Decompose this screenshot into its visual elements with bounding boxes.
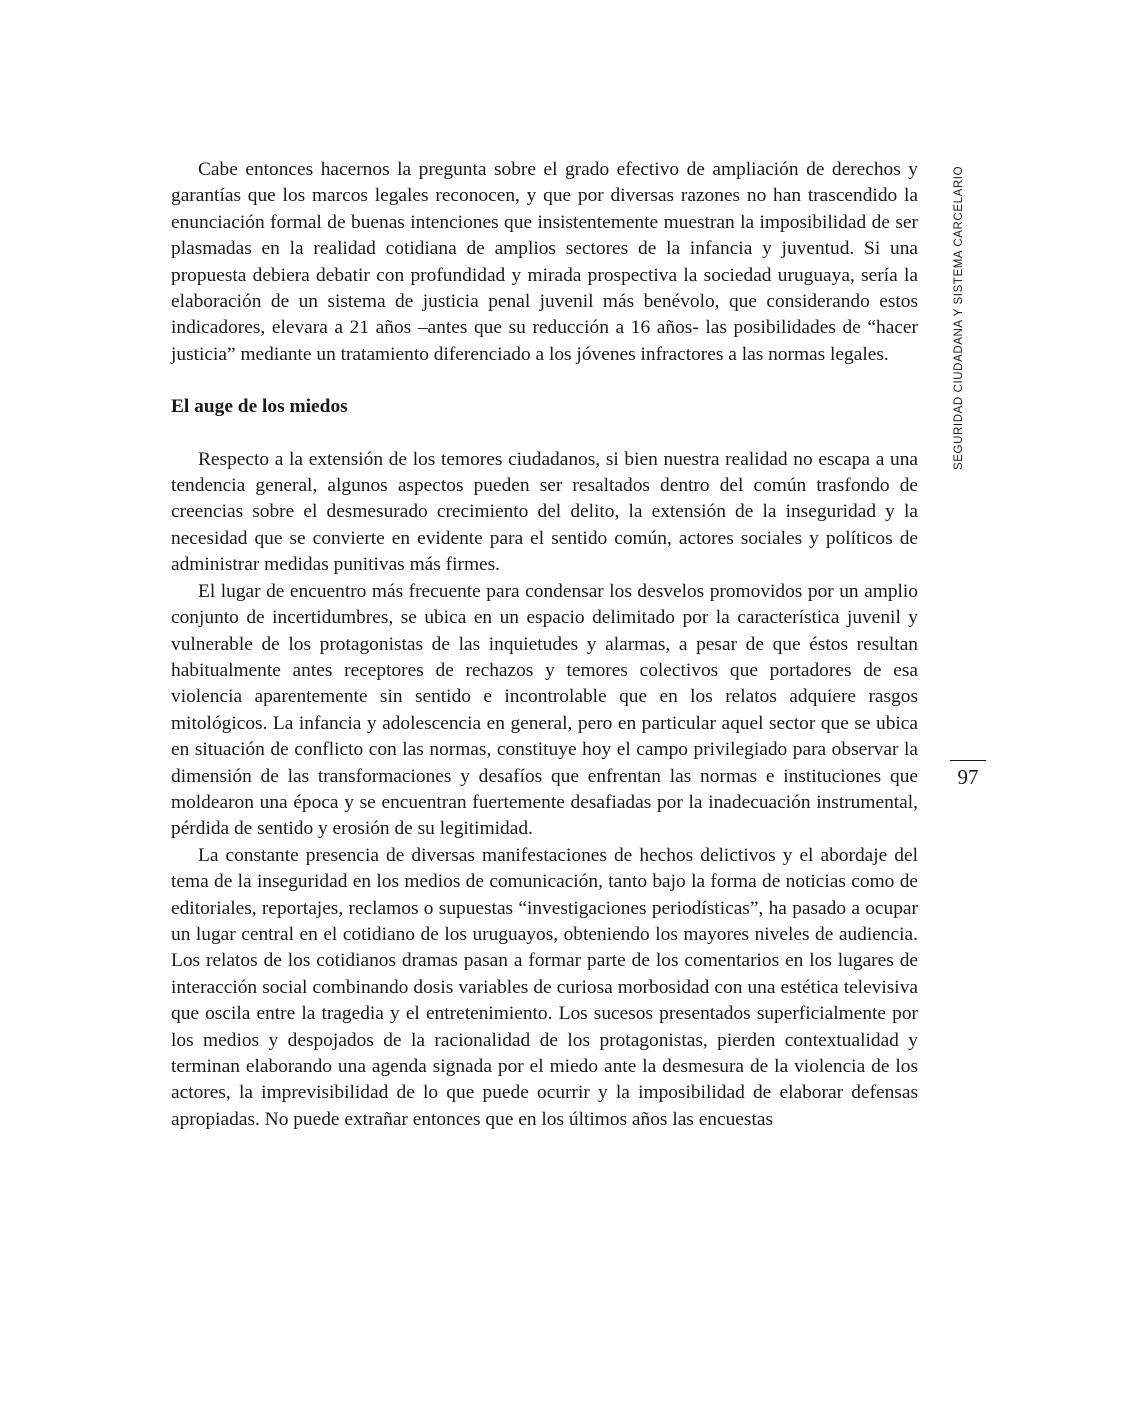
- paragraph-medios: La constante presencia de diversas manifestaciones de hechos delictivos y el abordaje del tema de la inseguridad en los medios de comunicación, tanto bajo la forma de noticias como de editoriales, reportajes, reclamos o supuestas “investigaciones periodísticas”, ha pasado a ocupar un lugar central en el cotidiano de los uruguayos, obteniendo los mayores niveles de audiencia. Los relatos de los cotidianos dramas pasan a formar parte de los comentarios en los lugares de interacción social combinando dosis variables de curiosa morbosidad con una estética televisiva que oscila entre la tragedia y el entretenimiento. Los sucesos presentados superficialmente por los medios y despojados de la racionalidad de los protagonistas, pierden contextualidad y terminan elaborando una agenda signada por el miedo ante la desmesura de la violencia de los actores, la imprevisibilidad de lo que puede ocurrir y la imposibilidad de elaborar defensas apropiadas. No puede extrañar entonces que en los últimos años las encuestas: [171, 844, 918, 1130]
- page-number-rule: [950, 760, 986, 761]
- spacer: [171, 421, 918, 447]
- paragraph-temores: Respecto a la extensión de los temores ciudadanos, si bien nuestra realidad no escapa a una tendencia general, algunos aspectos pueden ser resaltados dentro del común trasfondo de creencias sobre el desmesurado crecimiento del delito, la extensión de la inseguridad y la necesidad que se convierte en evidente para el sentido común, actores sociales y políticos de administrar medidas punitivas más firmes.: [171, 448, 918, 576]
- paragraph-lugar-encuentro: El lugar de encuentro más frecuente para condensar los desvelos promovidos por un amplio conjunto de incertidumbres, se ubica en un espacio delimitado por la característica juvenil y vulnerable de los protagonistas de las inquietudes y alarmas, a pesar de que éstos resultan habitualmente antes receptores de rechazos y temores colectivos que portadores de esa violencia aparentemente sin sentido e incontrolable que en los relatos adquiere rasgos mitológicos. La infancia y adolescencia en general, pero en particular aquel sector que se ubica en situación de conflicto con las normas, constituye hoy el campo privilegiado para observar la dimensión de las transformaciones y desafíos que enfrentan las normas e instituciones que moldearon una época y se encuentran fuertemente desafiadas por la inadecuación instrumental, pérdida de sentido y erosión de su legitimidad.: [171, 580, 918, 840]
- spacer: [171, 368, 918, 394]
- page-number: 97: [957, 765, 979, 789]
- paragraph-derechos: Cabe entonces hacernos la pregunta sobre el grado efectivo de ampliación de derechos y garantías que los marcos legales reconocen, y que por diversas razones no han trascendido la enunciación formal de buenas intenciones que insistentemente muestran la imposibilidad de ser plasmadas en la realidad cotidiana de amplios sectores de la infancia y juventud. Si una propuesta debiera debatir con profundidad y mirada prospectiva la sociedad uruguaya, sería la elaboración de un sistema de justicia penal juvenil más benévolo, que considerando estos indicadores, elevara a 21 años –antes que su reducción a 16 años- las posibilidades de “hacer justicia” mediante un tratamiento diferenciado a los jóvenes infractores a las normas legales.: [171, 159, 918, 365]
- section-heading: El auge de los miedos: [171, 396, 348, 418]
- running-head-text: SEGURIDAD CIUDADANA Y SISTEMA CARCELARIO: [953, 165, 965, 470]
- body-text: [171, 157, 918, 1133]
